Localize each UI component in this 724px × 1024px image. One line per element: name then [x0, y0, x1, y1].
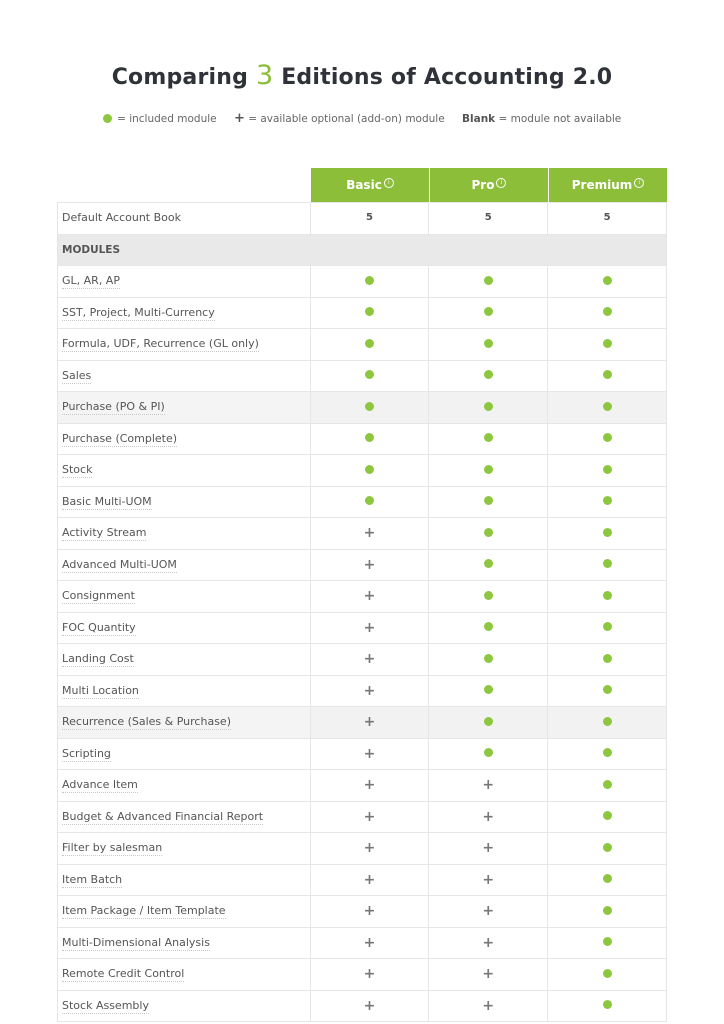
- row-label: [58, 833, 310, 864]
- info-icon[interactable]: i: [496, 178, 506, 188]
- status-cell: [310, 266, 429, 297]
- status-cell: [428, 644, 547, 675]
- row-label: [58, 991, 310, 1022]
- status-cell: [310, 707, 429, 738]
- row-label: [58, 550, 310, 581]
- legend-blank: [462, 113, 621, 125]
- table-row: [58, 643, 667, 675]
- included-dot-icon: [603, 1000, 612, 1009]
- row-label: Default Account Book: [62, 211, 181, 224]
- module-name: Basic Multi-UOM: [62, 494, 152, 508]
- table-row: [58, 801, 667, 833]
- table-row: [58, 454, 667, 486]
- status-cell: [547, 802, 667, 833]
- status-cell: [547, 581, 667, 612]
- plus-icon: +: [363, 997, 376, 1014]
- module-name: GL, AR, AP: [62, 274, 120, 287]
- status-cell: [310, 487, 429, 518]
- included-dot-icon: [484, 559, 493, 568]
- status-cell: [547, 424, 667, 455]
- plus-icon: +: [363, 808, 376, 825]
- status-cell: [310, 833, 429, 864]
- plus-icon: +: [363, 840, 376, 856]
- module-name: Multi Location: [62, 683, 139, 697]
- module-name: Budget & Advanced Financial Report: [62, 809, 264, 823]
- row-label: [58, 770, 310, 801]
- status-cell: [310, 392, 429, 423]
- plus-icon: +: [363, 525, 376, 541]
- included-dot-icon: [365, 276, 374, 285]
- module-name: Recurrence (Sales & Purchase): [62, 715, 231, 728]
- status-cell: [310, 770, 429, 801]
- column-basic: [310, 168, 429, 202]
- status-cell: [310, 739, 429, 770]
- status-cell: [547, 487, 667, 518]
- included-dot-icon: [603, 528, 612, 537]
- status-cell: [428, 550, 547, 581]
- status-cell: [547, 991, 667, 1022]
- status-cell: [428, 676, 547, 707]
- table-row: [58, 265, 667, 297]
- status-cell: [428, 833, 547, 864]
- included-dot-icon: [365, 465, 374, 474]
- included-dot-icon: [603, 874, 612, 883]
- included-dot-icon: [603, 654, 612, 663]
- status-cell: [310, 329, 429, 360]
- row-label: [58, 676, 310, 707]
- status-cell: [428, 802, 547, 833]
- included-dot-icon: [484, 465, 493, 474]
- table-row: [58, 423, 667, 455]
- plus-icon: +: [363, 619, 376, 636]
- table-row: [58, 832, 667, 864]
- plus-icon: +: [482, 777, 495, 793]
- included-dot-icon: [365, 402, 374, 411]
- module-name: Multi-Dimensional Analysis: [62, 935, 210, 949]
- value-cell: 5: [428, 203, 547, 234]
- plus-icon: +: [363, 682, 376, 699]
- plus-icon: +: [363, 777, 376, 793]
- included-dot-icon: [484, 402, 493, 411]
- status-cell: [547, 644, 667, 675]
- included-dot-icon: [365, 339, 374, 348]
- legend-included-text: = included module: [117, 113, 217, 125]
- status-cell: [310, 896, 429, 927]
- included-dot-icon: [603, 433, 612, 442]
- row-label: [58, 896, 310, 927]
- status-cell: [310, 865, 429, 896]
- status-cell: [547, 392, 667, 423]
- included-dot-icon: [603, 307, 612, 316]
- status-cell: [547, 455, 667, 486]
- module-name: Remote Credit Control: [62, 967, 185, 980]
- status-cell: [310, 991, 429, 1022]
- module-name: Purchase (PO & PI): [62, 400, 165, 413]
- included-dot-icon: [603, 906, 612, 915]
- included-dot-icon: [484, 433, 493, 442]
- table-header: [57, 168, 667, 202]
- module-name: Scripting: [62, 746, 111, 760]
- module-name: Advanced Multi-UOM: [62, 557, 177, 571]
- included-dot-icon: [603, 370, 612, 379]
- status-cell: [428, 455, 547, 486]
- row-label: [58, 424, 310, 455]
- status-cell: [547, 739, 667, 770]
- column-premium-label: Premium: [571, 178, 633, 192]
- status-cell: [428, 770, 547, 801]
- table-row: [58, 990, 667, 1022]
- status-cell: [547, 770, 667, 801]
- included-dot-icon: [603, 402, 612, 411]
- status-cell: [428, 959, 547, 990]
- status-cell: [428, 424, 547, 455]
- plus-icon: +: [363, 934, 376, 951]
- status-cell: [428, 707, 547, 738]
- included-dot-icon: [484, 370, 493, 379]
- included-dot-icon: [365, 307, 374, 316]
- status-cell: [310, 928, 429, 959]
- row-label: [58, 613, 310, 644]
- page-title: [0, 60, 724, 91]
- plus-icon: +: [363, 745, 376, 762]
- included-dot-icon: [484, 685, 493, 694]
- status-cell: [547, 896, 667, 927]
- default-account-book-row: [58, 202, 667, 234]
- status-cell: [547, 613, 667, 644]
- included-dot-icon: [603, 937, 612, 946]
- table-row: [58, 391, 667, 423]
- column-pro: [429, 168, 548, 202]
- module-name: Landing Cost: [62, 652, 134, 665]
- status-cell: [428, 928, 547, 959]
- table-row: [58, 675, 667, 707]
- included-dot-icon: [484, 748, 493, 757]
- status-cell: [428, 329, 547, 360]
- status-cell: [428, 581, 547, 612]
- status-cell: [310, 613, 429, 644]
- table-row: [58, 328, 667, 360]
- header-blank: [57, 168, 310, 202]
- table-row: [58, 580, 667, 612]
- included-dot-icon: [603, 969, 612, 978]
- row-label: [58, 959, 310, 990]
- row-label: [58, 739, 310, 770]
- included-dot-icon: [365, 496, 374, 505]
- status-cell: [428, 298, 547, 329]
- table-body: [57, 202, 667, 1022]
- module-name: Item Batch: [62, 872, 123, 886]
- included-dot-icon: [603, 496, 612, 505]
- plus-icon: +: [482, 934, 495, 951]
- included-dot-icon: [603, 717, 612, 726]
- included-dot-icon: [365, 433, 374, 442]
- legend-optional-text: = available optional (add-on) module: [248, 113, 445, 125]
- row-label: [58, 644, 310, 675]
- status-cell: [428, 739, 547, 770]
- modules-section-header: [58, 234, 667, 266]
- status-cell: [428, 613, 547, 644]
- row-label: [58, 802, 310, 833]
- status-cell: [428, 865, 547, 896]
- row-label: [58, 928, 310, 959]
- row-label: [58, 298, 310, 329]
- included-dot-icon: [484, 276, 493, 285]
- status-cell: [547, 361, 667, 392]
- status-cell: [428, 518, 547, 549]
- module-name: Filter by salesman: [62, 841, 163, 854]
- included-dot-icon: [603, 622, 612, 631]
- legend: [0, 111, 724, 126]
- row-label: [58, 865, 310, 896]
- plus-icon: +: [363, 588, 376, 604]
- table-row: [58, 612, 667, 644]
- section-label: MODULES: [58, 235, 667, 266]
- status-cell: [547, 707, 667, 738]
- comparison-table: [57, 168, 667, 1022]
- status-cell: [310, 676, 429, 707]
- included-dot-icon: [484, 654, 493, 663]
- row-label: [58, 266, 310, 297]
- table-row: [58, 706, 667, 738]
- status-cell: [547, 329, 667, 360]
- table-row: [58, 769, 667, 801]
- status-cell: [428, 896, 547, 927]
- status-cell: [310, 550, 429, 581]
- row-label: [58, 361, 310, 392]
- included-dot-icon: [603, 685, 612, 694]
- module-name: FOC Quantity: [62, 620, 136, 634]
- status-cell: [310, 518, 429, 549]
- status-cell: [428, 266, 547, 297]
- status-cell: [428, 991, 547, 1022]
- info-icon[interactable]: i: [384, 178, 394, 188]
- included-dot-icon: [103, 114, 112, 123]
- included-dot-icon: [603, 465, 612, 474]
- row-label: [58, 487, 310, 518]
- status-cell: [310, 455, 429, 486]
- table-row: [58, 517, 667, 549]
- status-cell: [547, 865, 667, 896]
- table-row: [58, 958, 667, 990]
- status-cell: [310, 802, 429, 833]
- included-dot-icon: [484, 496, 493, 505]
- table-row: [58, 895, 667, 927]
- included-dot-icon: [603, 276, 612, 285]
- title-number: 3: [255, 60, 274, 91]
- module-name: Stock: [62, 463, 93, 476]
- status-cell: [310, 361, 429, 392]
- table-row: [58, 738, 667, 770]
- module-name: Purchase (Complete): [62, 431, 178, 445]
- plus-icon: +: [233, 111, 245, 126]
- module-name: Sales: [62, 368, 92, 382]
- plus-icon: +: [363, 903, 376, 919]
- status-cell: [428, 392, 547, 423]
- column-premium: [548, 168, 667, 202]
- status-cell: [547, 676, 667, 707]
- legend-blank-text: = module not available: [498, 113, 622, 125]
- status-cell: [310, 581, 429, 612]
- status-cell: [547, 833, 667, 864]
- row-label: [58, 581, 310, 612]
- included-dot-icon: [484, 717, 493, 726]
- status-cell: [428, 487, 547, 518]
- included-dot-icon: [603, 339, 612, 348]
- included-dot-icon: [484, 339, 493, 348]
- plus-icon: +: [482, 903, 495, 919]
- plus-icon: +: [482, 808, 495, 825]
- included-dot-icon: [484, 528, 493, 537]
- value-cell: 5: [310, 203, 429, 234]
- plus-icon: +: [363, 651, 376, 667]
- included-dot-icon: [603, 843, 612, 852]
- legend-optional: [234, 111, 445, 126]
- row-label: [58, 707, 310, 738]
- column-basic-label: Basic: [346, 178, 382, 192]
- column-pro-label: Pro: [471, 178, 495, 192]
- legend-blank-label: Blank: [462, 113, 496, 125]
- included-dot-icon: [603, 559, 612, 568]
- status-cell: [310, 298, 429, 329]
- plus-icon: +: [482, 871, 495, 888]
- table-row: [58, 549, 667, 581]
- status-cell: [547, 928, 667, 959]
- included-dot-icon: [603, 591, 612, 600]
- module-name: Activity Stream: [62, 526, 147, 539]
- included-dot-icon: [484, 622, 493, 631]
- plus-icon: +: [363, 556, 376, 573]
- module-name: Stock Assembly: [62, 998, 149, 1012]
- status-cell: [547, 298, 667, 329]
- plus-icon: +: [482, 840, 495, 856]
- plus-icon: +: [482, 997, 495, 1014]
- module-name: Item Package / Item Template: [62, 904, 226, 917]
- plus-icon: +: [363, 714, 376, 730]
- legend-included: [103, 113, 217, 125]
- included-dot-icon: [365, 370, 374, 379]
- status-cell: [547, 266, 667, 297]
- table-row: [58, 360, 667, 392]
- info-icon[interactable]: i: [634, 178, 644, 188]
- module-name: Consignment: [62, 589, 135, 602]
- module-name: SST, Project, Multi-Currency: [62, 305, 215, 319]
- title-before: Comparing: [111, 65, 249, 90]
- module-name: Advance Item: [62, 778, 138, 791]
- row-label: [58, 455, 310, 486]
- table-row: [58, 297, 667, 329]
- value-cell: 5: [547, 203, 667, 234]
- row-label: [58, 518, 310, 549]
- title-after: Editions of Accounting 2.0: [281, 65, 613, 90]
- included-dot-icon: [603, 811, 612, 820]
- table-row: [58, 864, 667, 896]
- status-cell: [547, 550, 667, 581]
- plus-icon: +: [482, 966, 495, 982]
- plus-icon: +: [363, 871, 376, 888]
- included-dot-icon: [603, 780, 612, 789]
- row-label: [58, 329, 310, 360]
- module-name: Formula, UDF, Recurrence (GL only): [62, 337, 259, 350]
- status-cell: [547, 518, 667, 549]
- included-dot-icon: [603, 748, 612, 757]
- status-cell: [428, 361, 547, 392]
- included-dot-icon: [484, 591, 493, 600]
- status-cell: [547, 959, 667, 990]
- included-dot-icon: [484, 307, 493, 316]
- table-row: [58, 486, 667, 518]
- table-row: [58, 927, 667, 959]
- row-label: [58, 392, 310, 423]
- status-cell: [310, 644, 429, 675]
- status-cell: [310, 959, 429, 990]
- status-cell: [310, 424, 429, 455]
- plus-icon: +: [363, 966, 376, 982]
